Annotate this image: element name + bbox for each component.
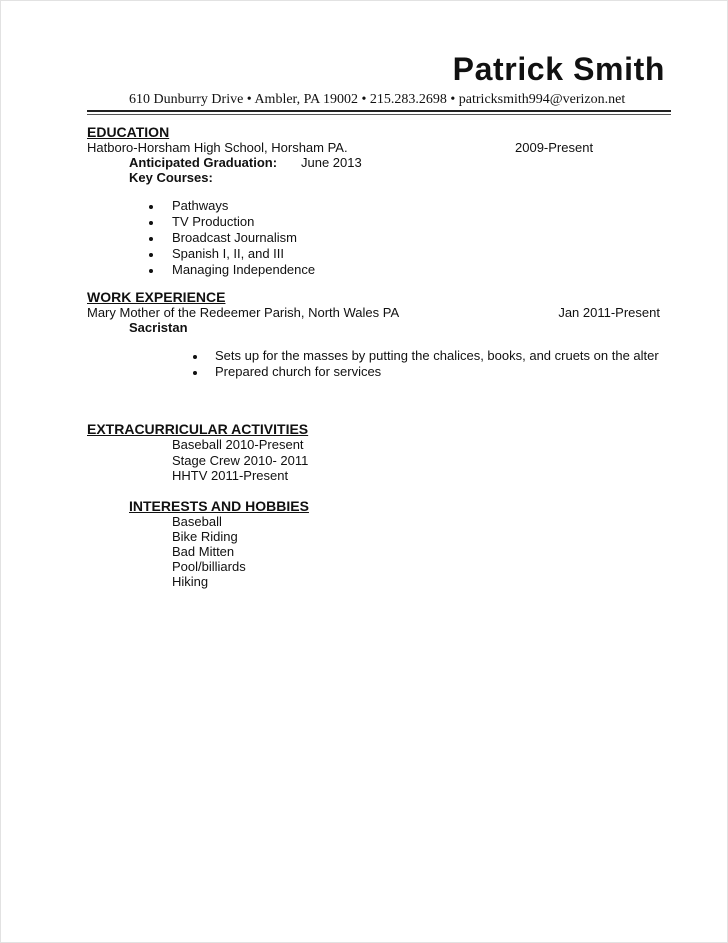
interest-item: Hiking: [172, 574, 209, 589]
duty-item: Sets up for the masses by putting the chalices, books, and cruets on the alter: [215, 348, 659, 363]
graduation-value: June 2013: [301, 155, 362, 170]
work-dates: Jan 2011-Present: [558, 305, 660, 320]
header-divider-thin: [87, 114, 671, 115]
work-role: Sacristan: [129, 320, 188, 335]
education-school: Hatboro-Horsham High School, Horsham PA.: [87, 140, 348, 155]
bullet-icon: [149, 205, 153, 209]
course-item: Spanish I, II, and III: [172, 246, 285, 261]
bullet-icon: [149, 269, 153, 273]
interest-item: Baseball: [172, 514, 222, 529]
course-item: Broadcast Journalism: [172, 230, 297, 245]
activity-item: HHTV 2011-Present: [172, 468, 289, 483]
bullet-icon: [149, 253, 153, 257]
contact-line: 610 Dunburry Drive • Ambler, PA 19002 • 215.283.2698 • patricksmith994@verizon.net: [129, 92, 626, 107]
work-heading: WORK EXPERIENCE: [87, 289, 226, 305]
course-item: TV Production: [172, 214, 255, 229]
activities-heading: EXTRACURRICULAR ACTIVITIES: [87, 421, 309, 437]
bullet-icon: [193, 371, 197, 375]
interest-item: Bike Riding: [172, 529, 238, 544]
duty-item: Prepared church for services: [215, 364, 382, 379]
course-item: Managing Independence: [172, 262, 316, 277]
education-dates: 2009-Present: [515, 140, 594, 155]
bullet-icon: [149, 221, 153, 225]
activity-item: Baseball 2010-Present: [172, 437, 304, 452]
interests-heading: INTERESTS AND HOBBIES: [129, 498, 309, 514]
activity-item: Stage Crew 2010- 2011: [172, 453, 309, 468]
bullet-icon: [193, 355, 197, 359]
interest-item: Pool/billiards: [172, 559, 246, 574]
course-item: Pathways: [172, 198, 229, 213]
graduation-label: Anticipated Graduation:: [129, 155, 278, 170]
bullet-icon: [149, 237, 153, 241]
courses-label: Key Courses:: [129, 170, 213, 185]
interest-item: Bad Mitten: [172, 544, 235, 559]
education-heading: EDUCATION: [87, 124, 170, 140]
header-divider-thick: [87, 110, 671, 112]
resume-name: Patrick Smith: [452, 51, 665, 87]
work-employer: Mary Mother of the Redeemer Parish, North Wales PA: [87, 305, 400, 320]
